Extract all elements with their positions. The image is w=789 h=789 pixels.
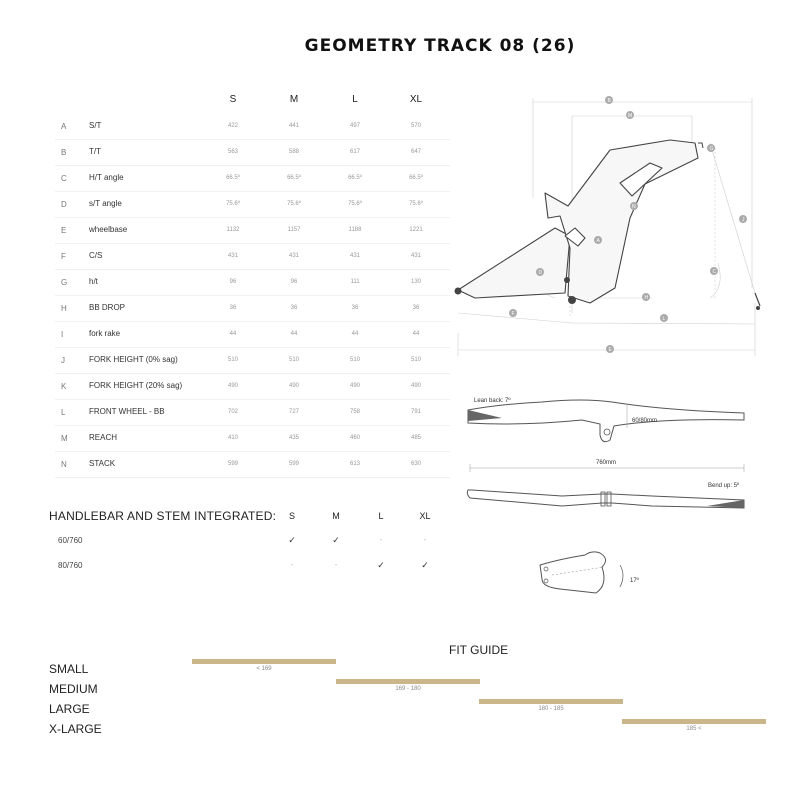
row-value: 647 xyxy=(410,149,421,155)
fit-size-label: SMALL xyxy=(49,662,89,676)
fit-range-label: < 169 xyxy=(256,666,272,672)
label-n: N xyxy=(632,204,636,210)
row-label: h/t xyxy=(89,277,98,286)
hb-size-s: S xyxy=(288,511,295,521)
row-value: 510 xyxy=(227,357,238,363)
stem-side-view xyxy=(530,545,650,605)
row-letter: N xyxy=(61,460,67,469)
row-letter: H xyxy=(61,304,67,313)
row-value: 460 xyxy=(349,435,360,441)
row-value: 66.5º xyxy=(226,175,240,181)
check-icon: ✓ xyxy=(332,535,340,545)
row-value: 485 xyxy=(410,435,421,441)
row-label: H/T angle xyxy=(89,173,124,182)
label-d: D xyxy=(538,270,543,276)
row-value: 613 xyxy=(349,461,360,467)
row-value: 44 xyxy=(229,331,237,337)
row-value: 1188 xyxy=(348,227,362,233)
dash-cell: - xyxy=(290,560,294,569)
fit-range-bar xyxy=(336,679,480,684)
row-label: wheelbase xyxy=(89,225,128,234)
size-header-l: L xyxy=(352,94,358,105)
row-value: 510 xyxy=(349,357,360,363)
row-value: 96 xyxy=(229,279,237,285)
check-icon: ✓ xyxy=(377,560,385,570)
fit-size-label: X-LARGE xyxy=(49,722,102,736)
label-h: H xyxy=(644,295,649,301)
handlebar-table-title: HANDLEBAR AND STEM INTEGRATED: xyxy=(49,509,277,523)
row-value: 599 xyxy=(227,461,238,467)
row-letter: B xyxy=(61,148,67,157)
bar-width-label: 760mm xyxy=(596,460,617,466)
size-header-s: S xyxy=(229,94,237,105)
row-value: 75.6º xyxy=(226,201,240,207)
table-row xyxy=(55,400,450,426)
row-value: 431 xyxy=(349,253,360,259)
row-value: 36 xyxy=(412,305,420,311)
row-letter: I xyxy=(61,330,64,339)
dash-cell: - xyxy=(334,560,338,569)
row-value: 617 xyxy=(349,149,360,155)
fit-range-bar xyxy=(622,719,766,724)
row-value: 431 xyxy=(288,253,299,259)
geometry-table-header xyxy=(55,94,450,114)
row-value: 758 xyxy=(349,409,360,415)
row-letter: D xyxy=(61,200,67,209)
fit-guide-row xyxy=(49,722,769,742)
row-value: 435 xyxy=(288,435,299,441)
handlebar-table xyxy=(49,509,449,581)
size-header-m: M xyxy=(289,94,299,105)
row-value: 422 xyxy=(227,123,238,129)
row-letter: G xyxy=(61,278,68,287)
row-value: 490 xyxy=(227,383,238,389)
label-e: E xyxy=(608,347,612,353)
table-row xyxy=(55,166,450,192)
row-value: 630 xyxy=(410,461,421,467)
row-value: 66.5º xyxy=(409,175,423,181)
fit-guide-title: FIT GUIDE xyxy=(449,643,509,657)
row-value: 44 xyxy=(412,331,420,337)
row-letter: K xyxy=(61,382,67,391)
fit-guide-row xyxy=(49,682,769,702)
row-label: s/T angle xyxy=(89,199,122,208)
fit-range-label: 169 - 180 xyxy=(395,686,421,692)
table-row xyxy=(55,244,450,270)
row-value: 410 xyxy=(227,435,238,441)
table-row xyxy=(55,114,450,140)
row-label: T/T xyxy=(89,147,101,156)
handlebar-front-view xyxy=(462,478,752,523)
handlebar-row xyxy=(49,531,449,556)
row-letter: L xyxy=(61,408,66,417)
fit-range-bar xyxy=(479,699,623,704)
size-header-xl: XL xyxy=(409,94,423,105)
row-value: 75.6º xyxy=(287,201,301,207)
fit-size-label: MEDIUM xyxy=(49,682,98,696)
row-letter: J xyxy=(61,356,65,365)
label-a: A xyxy=(596,238,600,244)
fit-range-label: 185 < xyxy=(686,726,702,732)
hb-size-xl: XL xyxy=(419,511,431,521)
row-label: C/S xyxy=(89,251,103,260)
check-icon: ✓ xyxy=(288,535,296,545)
row-value: 490 xyxy=(349,383,360,389)
row-value: 66.5º xyxy=(348,175,362,181)
frame-geometry-diagram xyxy=(440,88,780,363)
geometry-table xyxy=(55,94,450,478)
row-value: 431 xyxy=(227,253,238,259)
table-row xyxy=(55,296,450,322)
handlebar-table-header xyxy=(49,509,449,531)
row-value: 75.6º xyxy=(348,201,362,207)
table-row xyxy=(55,192,450,218)
row-value: 441 xyxy=(288,123,299,129)
table-row xyxy=(55,270,450,296)
row-label: S/T xyxy=(89,121,102,130)
row-value: 111 xyxy=(350,279,360,285)
row-value: 490 xyxy=(410,383,421,389)
handlebar-size-label: 60/760 xyxy=(58,536,83,545)
handlebar-row xyxy=(49,556,449,581)
row-value: 570 xyxy=(410,123,421,129)
row-label: FORK HEIGHT (0% sag) xyxy=(89,355,178,364)
dash-cell: - xyxy=(379,535,383,544)
label-l: L xyxy=(662,316,666,322)
row-value: 1221 xyxy=(409,227,423,233)
page-title: GEOMETRY TRACK 08 (26) xyxy=(304,36,576,56)
row-value: 510 xyxy=(288,357,299,363)
row-value: 497 xyxy=(349,123,360,129)
row-value: 702 xyxy=(227,409,238,415)
lean-back-label: Lean back: 7º xyxy=(474,398,511,404)
row-label: BB DROP xyxy=(89,303,126,312)
hb-size-m: M xyxy=(332,511,340,521)
row-letter: M xyxy=(61,434,68,443)
row-value: 75.6º xyxy=(409,201,423,207)
row-value: 563 xyxy=(227,149,238,155)
row-value: 510 xyxy=(410,357,421,363)
check-icon: ✓ xyxy=(421,560,429,570)
label-c: C xyxy=(712,269,717,275)
row-value: 588 xyxy=(288,149,299,155)
row-value: 599 xyxy=(288,461,299,467)
row-value: 36 xyxy=(229,305,237,311)
row-value: 1157 xyxy=(287,227,301,233)
row-value: 96 xyxy=(290,279,298,285)
label-j: J xyxy=(742,217,745,223)
row-value: 130 xyxy=(410,279,421,285)
fit-size-label: LARGE xyxy=(49,702,90,716)
table-row xyxy=(55,322,450,348)
row-value: 36 xyxy=(351,305,359,311)
row-letter: F xyxy=(61,252,66,261)
label-g: G xyxy=(709,146,714,152)
stem-length-label: 60/80mm xyxy=(632,418,658,424)
hb-size-l: L xyxy=(378,511,384,521)
row-value: 490 xyxy=(288,383,299,389)
table-row xyxy=(55,348,450,374)
table-row xyxy=(55,218,450,244)
handlebar-size-label: 80/760 xyxy=(58,561,83,570)
row-label: fork rake xyxy=(89,329,121,338)
row-value: 44 xyxy=(290,331,298,337)
row-letter: E xyxy=(61,226,67,235)
row-value: 1132 xyxy=(226,227,240,233)
row-label: FORK HEIGHT (20% sag) xyxy=(89,381,183,390)
table-row xyxy=(55,140,450,166)
row-letter: A xyxy=(61,122,67,131)
table-row xyxy=(55,452,450,478)
table-row xyxy=(55,374,450,400)
row-label: REACH xyxy=(89,433,118,442)
label-f: F xyxy=(511,311,515,317)
label-m: M xyxy=(628,113,633,119)
label-b: B xyxy=(607,98,611,104)
row-label: FRONT WHEEL - BB xyxy=(89,407,165,416)
row-value: 727 xyxy=(288,409,299,415)
table-row xyxy=(55,426,450,452)
row-label: STACK xyxy=(89,459,116,468)
dash-cell: - xyxy=(423,535,427,544)
bend-up-label: Bend up: 5º xyxy=(708,483,740,489)
row-value: 791 xyxy=(410,409,421,415)
stem-angle-label: 17º xyxy=(630,578,639,584)
row-value: 36 xyxy=(290,305,298,311)
row-value: 44 xyxy=(351,331,359,337)
fit-range-label: 180 - 185 xyxy=(538,706,564,712)
row-letter: C xyxy=(61,174,67,183)
row-value: 66.5º xyxy=(287,175,301,181)
row-value: 431 xyxy=(410,253,421,259)
fit-range-bar xyxy=(192,659,336,664)
handlebar-top-view xyxy=(462,390,752,475)
